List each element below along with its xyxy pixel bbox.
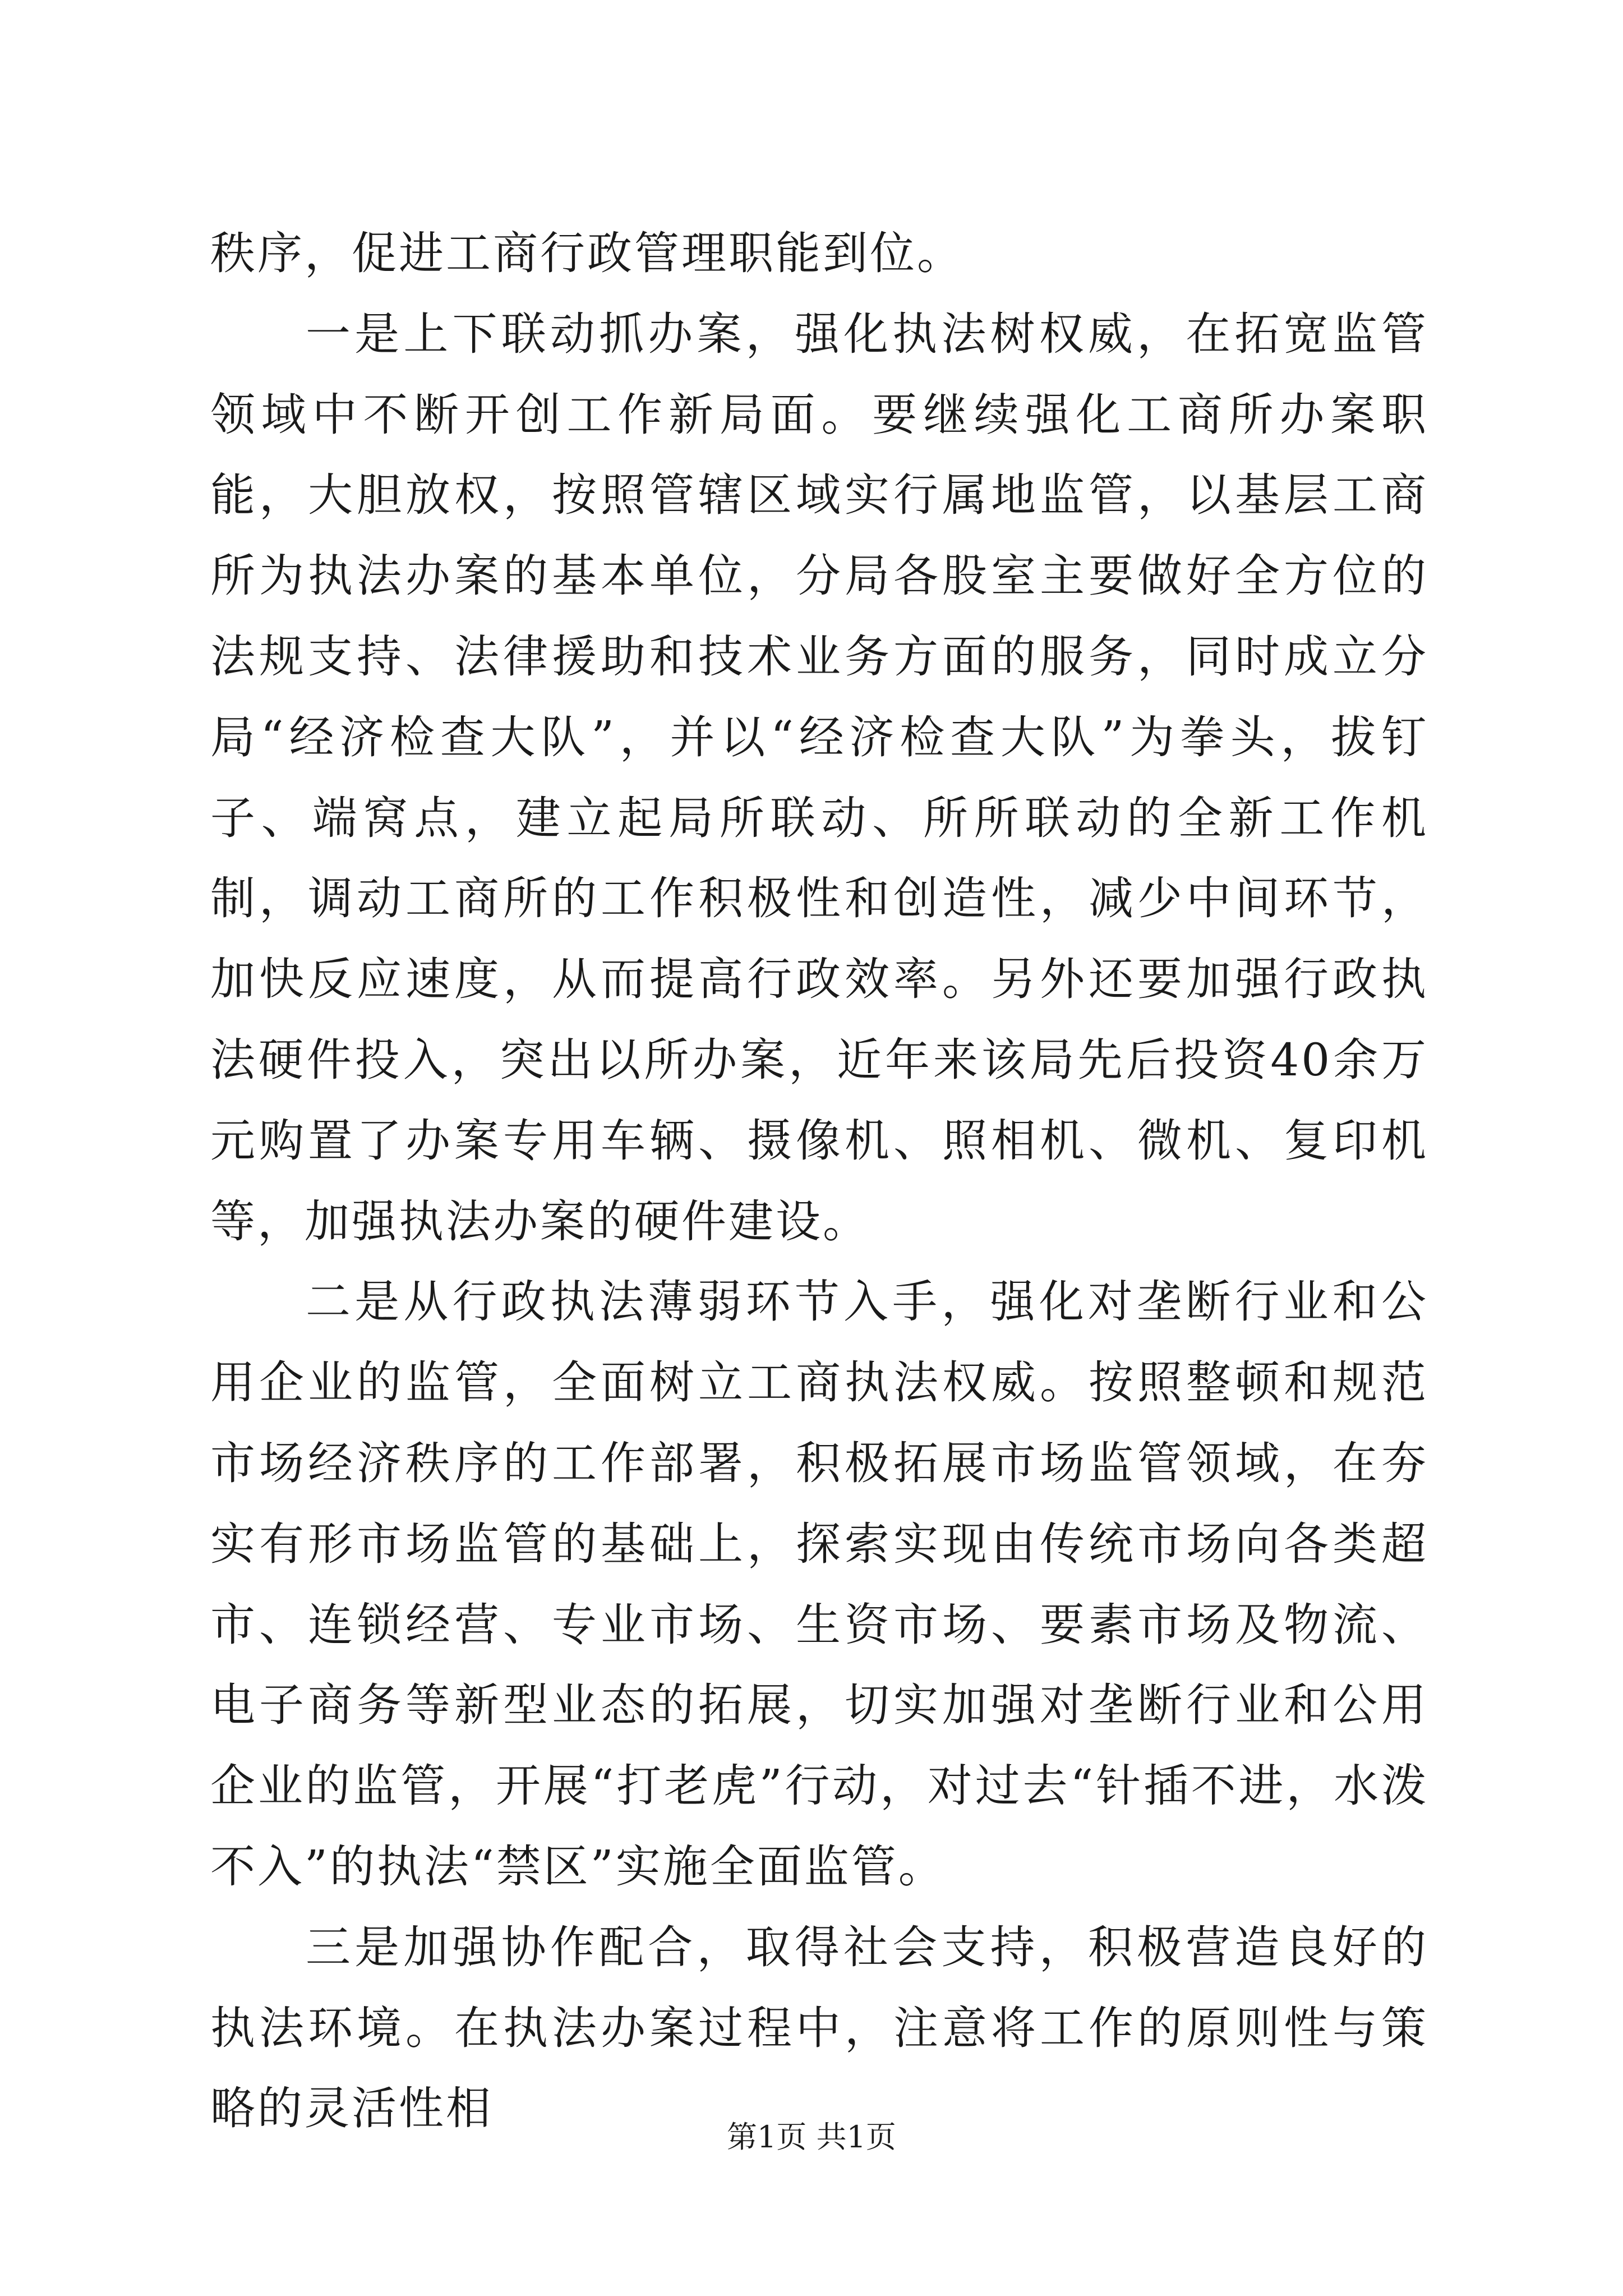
paragraph-point-three: 三是加强协作配合，取得社会支持，积极营造良好的执法环境。在执法办案过程中，注意将工作的原则性与策略的灵活性相 <box>210 1921 1428 2135</box>
paragraph-continuation: 秩序，促进工商行政管理职能到位。 <box>210 227 964 279</box>
paragraph-point-two: 二是从行政执法薄弱环节入手，强化对垄断行业和公用企业的监管，全面树立工商执法权威。按照整顿和规范市场经济秩序的工作部署，积极拓展市场监管领域，在夯实有形市场监管的基础上，探索实现由传统市场向各类超市、连锁经营、专业市场、生资市场、要素市场及物流、电子商务等新型业态的拓展，切实加强对垄断行业和公用企业的监管，开展“打老虎”行动，对过去“针插不进，水泼不入”的执法“禁区”实施全面监管。 <box>210 1276 1428 1893</box>
document-body <box>210 213 1428 2149</box>
page-number-label: 第1页 共1页 <box>727 2119 896 2155</box>
paragraph-point-one: 一是上下联动抓办案，强化执法树权威，在拓宽监管领域中不断开创工作新局面。要继续强化工商所办案职能，大胆放权，按照管辖区域实行属地监管，以基层工商所为执法办案的基本单位，分局各股室主要做好全方位的法规支持、法律援助和技术业务方面的服务，同时成立分局“经济检查大队”，并以“经济检查大队”为拳头，拔钉子、端窝点，建立起局所联动、所所联动的全新工作机制，调动工商所的工作积极性和创造性，减少中间环节，加快反应速度，从而提高行政效率。另外还要加强行政执法硬件投入，突出以所办案，近年来该局先后投资40余万元购置了办案专用车辆、摄像机、照相机、微机、复印机等，加强执法办案的硬件建设。 <box>210 307 1428 1248</box>
page-footer <box>0 2118 1623 2157</box>
